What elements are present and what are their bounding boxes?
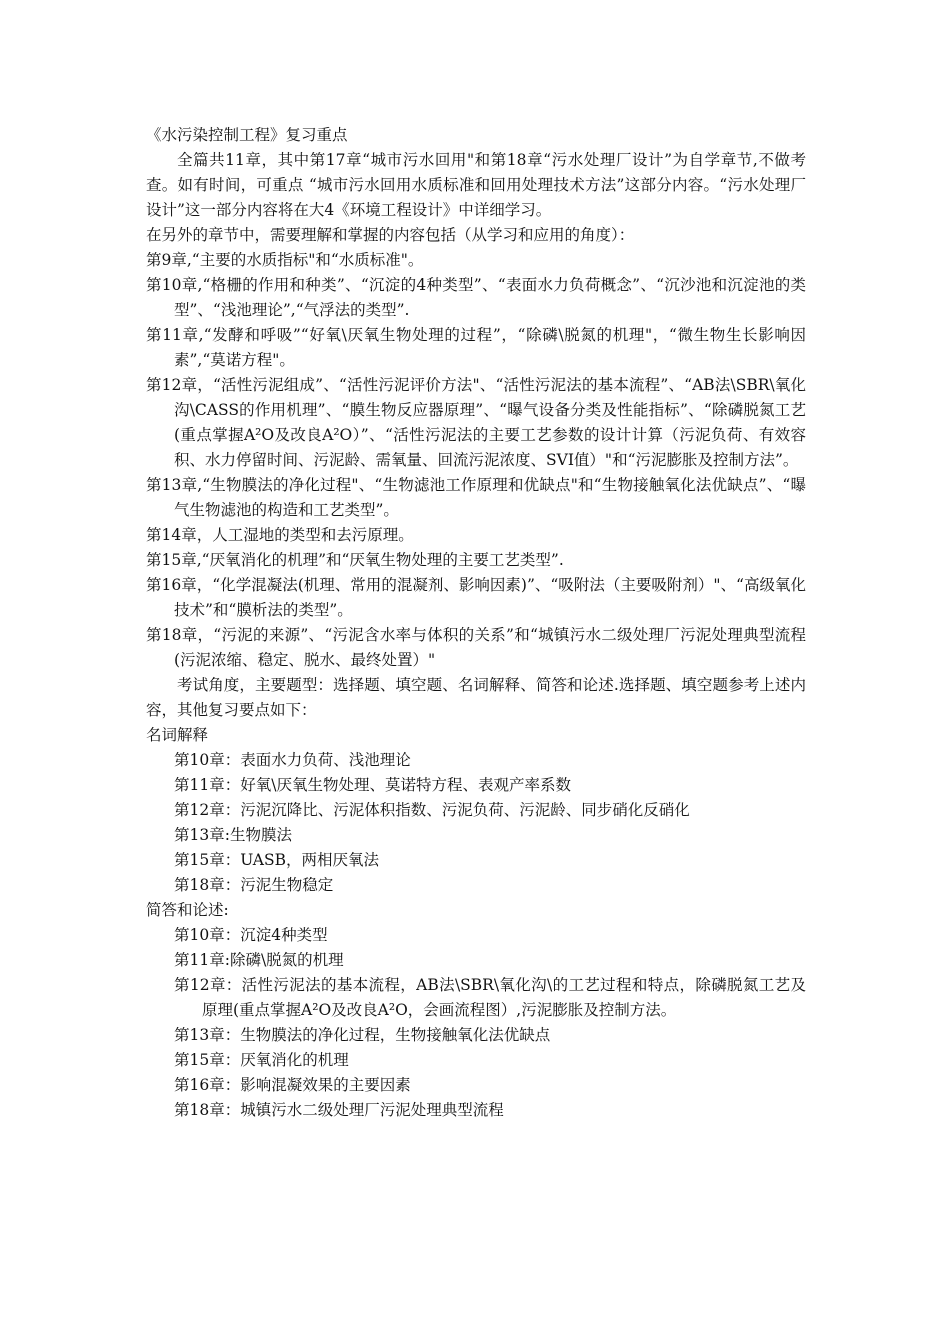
chapter-item: 第10章,“格栅的作用和种类”、“沉淀的4种类型”、“表面水力负荷概念”、“沉沙池和沉淀池的类型”、“浅池理论”,“气浮法的类型”. [146,276,806,319]
essay-item: 第15章：厌氧消化的机理 [174,1051,349,1069]
terms-item: 第13章:生物膜法 [174,826,292,844]
intro-paragraph: 全篇共11章，其中第17章“城市污水回用"和第18章“污水处理厂设计”为自学章节,不做考查。如有时间，可重点 “城市污水回用水质标准和回用处理技术方法”这部分内容。“污水处理厂设计”这一部分内容将在大4《环境工程设计》中详细学习。 [146,151,806,219]
document-body [146,123,806,1123]
exam-paragraph: 考试角度，主要题型：选择题、填空题、名词解释、简答和论述.选择题、填空题参考上述内容，其他复习要点如下： [146,676,806,719]
essay-item: 第13章：生物膜法的净化过程，生物接触氧化法优缺点 [174,1026,551,1044]
terms-item: 第11章：好氧\厌氧生物处理、莫诺特方程、表观产率系数 [174,776,571,794]
chapter-item: 第13章,“生物膜法的净化过程"、“生物滤池工作原理和优缺点"和“生物接触氧化法优缺点”、“曝气生物滤池的构造和工艺类型”。 [146,476,806,519]
terms-heading: 名词解释 [146,726,209,744]
essay-item: 第11章:除磷\脱氮的机理 [174,951,344,969]
chapter-item: 第11章,“发酵和呼吸”“好氧\厌氧生物处理的过程”，“除磷\脱氮的机理"，“微生物生长影响因素”,“莫诺方程"。 [146,326,806,369]
essay-item: 第12章：活性污泥法的基本流程，AB法\SBR\氧化沟\的工艺过程和特点，除磷脱氮工艺及原理(重点掌握A²O及改良A²O，会画流程图）,污泥膨胀及控制方法。 [174,976,806,1019]
chapter-item: 第15章,“厌氧消化的机理”和“厌氧生物处理的主要工艺类型”. [146,551,564,569]
lead-paragraph: 在另外的章节中，需要理解和掌握的内容包括（从学习和应用的角度）： [146,226,635,244]
terms-item: 第15章：UASB，两相厌氧法 [174,851,380,869]
chapter-item: 第18章，“污泥的来源”、“污泥含水率与体积的关系”和“城镇污水二级处理厂污泥处理典型流程(污泥浓缩、稳定、脱水、最终处置）" [146,626,806,669]
chapter-item: 第12章，“活性污泥组成”、“活性污泥评价方法"、“活性污泥法的基本流程”、“AB法\SBR\氧化沟\CASS的作用机理”、“膜生物反应器原理”、“曝气设备分类及性能指标”、“除磷脱氮工艺(重点掌握A²O及改良A²O）”、“活性污泥法的主要工艺参数的设计计算（污泥负荷、有效容积、水力停留时间、污泥龄、需氧量、回流污泥浓度、SVI值）"和“污泥膨胀及控制方法”。 [146,376,806,469]
chapter-item: 第16章，“化学混凝法(机理、常用的混凝剂、影响因素)”、“吸附法（主要吸附剂）"、“高级氧化技术”和“膜析法的类型”。 [146,576,806,619]
essay-item: 第18章：城镇污水二级处理厂污泥处理典型流程 [174,1101,504,1119]
terms-item: 第12章：污泥沉降比、污泥体积指数、污泥负荷、污泥龄、同步硝化反硝化 [174,801,690,819]
terms-item: 第18章：污泥生物稳定 [174,876,334,894]
essay-heading: 简答和论述: [146,901,229,919]
chapter-item: 第9章,“主要的水质指标"和“水质标准"。 [146,251,424,269]
chapter-item: 第14章，人工湿地的类型和去污原理。 [146,526,414,544]
essay-item: 第10章：沉淀4种类型 [174,926,328,944]
terms-item: 第10章：表面水力负荷、浅池理论 [174,751,411,769]
essay-item: 第16章：影响混凝效果的主要因素 [174,1076,411,1094]
document-title: 《水污染控制工程》复习重点 [146,126,348,144]
